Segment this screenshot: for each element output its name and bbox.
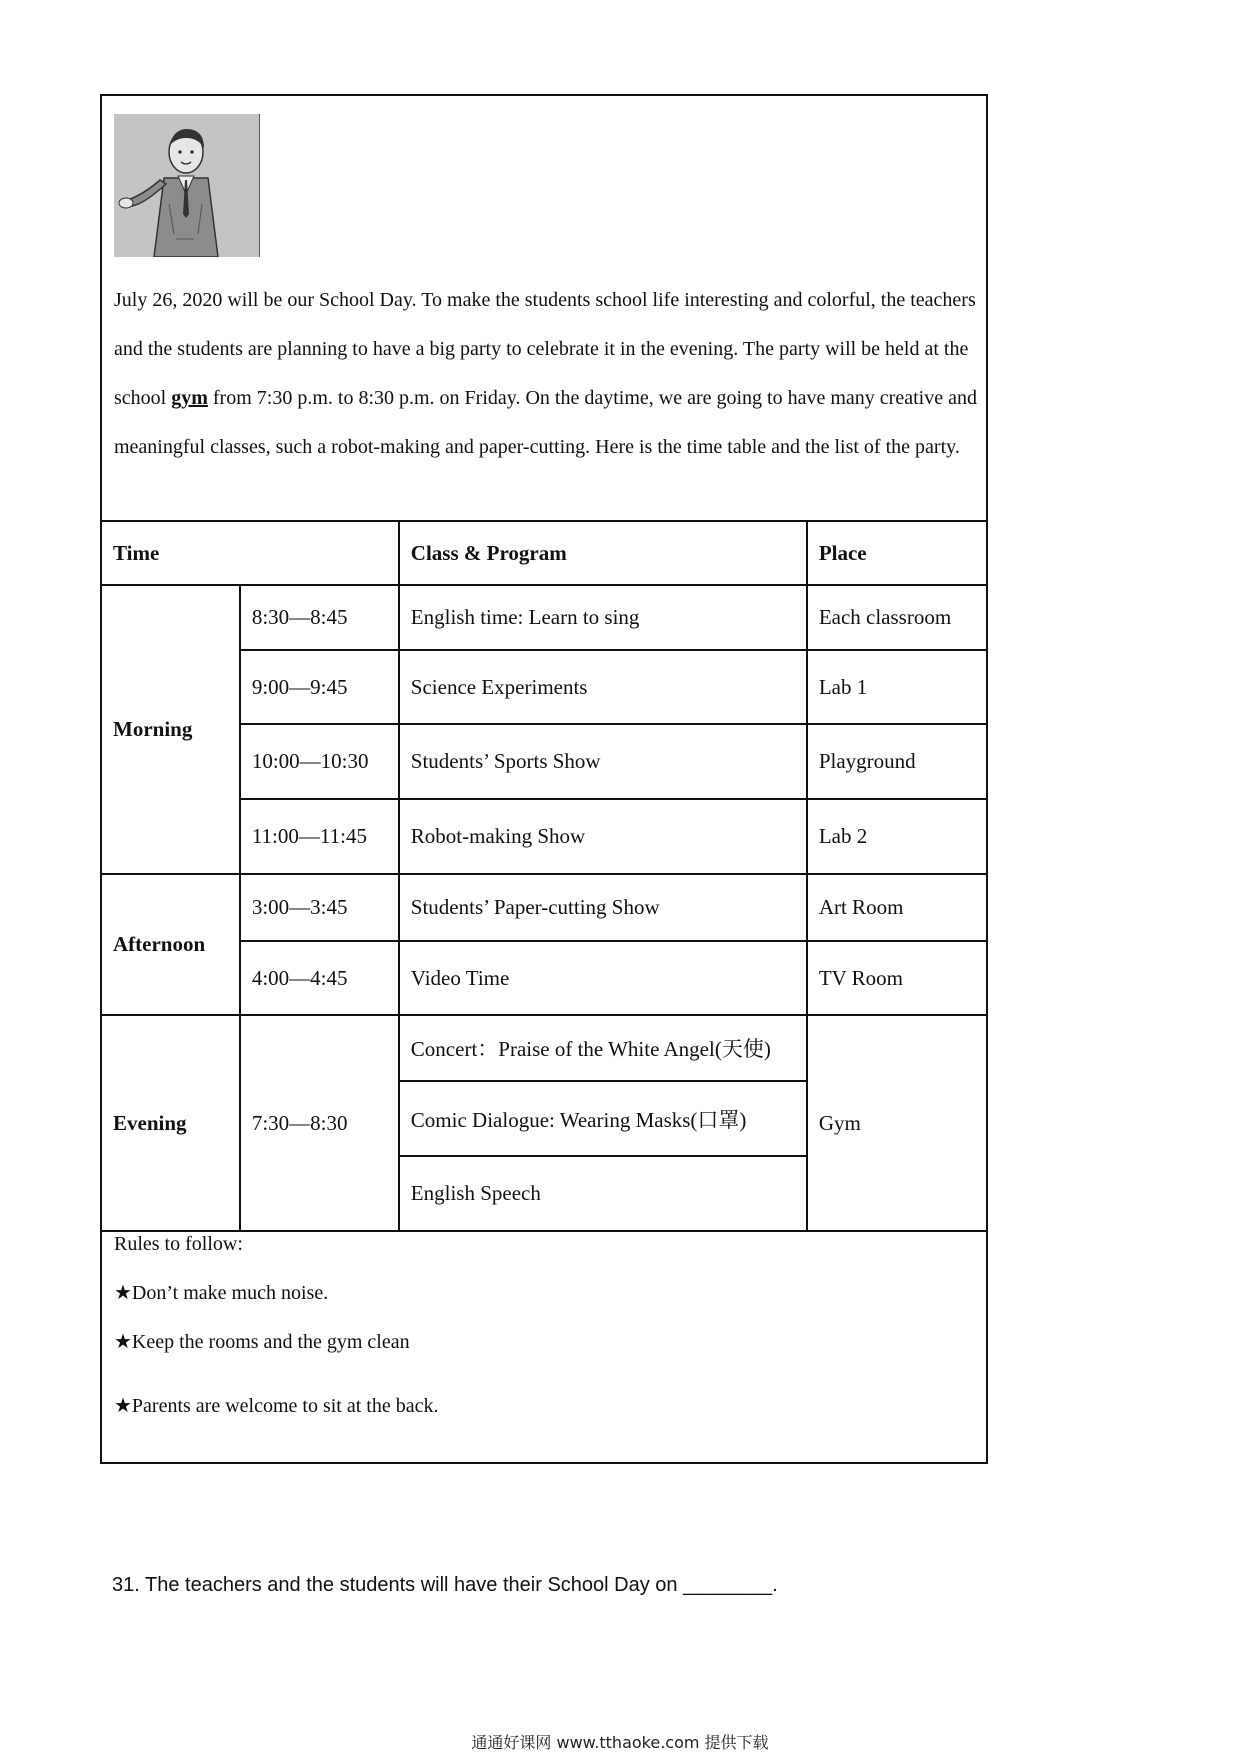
table-row xyxy=(101,874,987,941)
intro-paragraph xyxy=(114,276,980,472)
place-cell: TV Room xyxy=(807,941,987,1015)
rule-item: ★Parents are welcome to sit at the back. xyxy=(114,1395,439,1417)
program-cell: Robot-making Show xyxy=(399,799,807,874)
program-cell: Students’ Sports Show xyxy=(399,724,807,799)
program-cell: Science Experiments xyxy=(399,650,807,724)
time-cell: 10:00—10:30 xyxy=(240,724,399,799)
place-cell: Lab 1 xyxy=(807,650,987,724)
time-cell: 9:00—9:45 xyxy=(240,650,399,724)
program-cell: Video Time xyxy=(399,941,807,1015)
keyword-gym: gym xyxy=(171,387,208,409)
table-header-row xyxy=(101,521,987,585)
period-afternoon: Afternoon xyxy=(101,874,240,1015)
program-cell: Concert：Praise of the White Angel(天使) xyxy=(399,1015,807,1081)
header-program: Class & Program xyxy=(399,521,807,585)
program-cell: English Speech xyxy=(399,1156,807,1231)
program-cell: English time: Learn to sing xyxy=(399,585,807,650)
intro-text-start: July 26, 2020 will be our School Day. To make the students school life interesting and colorful, the teachers and the students are planning to have a big party to celebrate it in the evening. The party will be held at the school xyxy=(114,289,976,409)
header-place: Place xyxy=(807,521,987,585)
question-31: 31. The teachers and the students will have their School Day on ________. xyxy=(112,1574,778,1596)
teacher-illustration xyxy=(114,114,260,257)
footer-credit: 通通好课网 www.tthaoke.com 提供下载 xyxy=(471,1733,769,1752)
teacher-drawing xyxy=(114,114,259,257)
table-row xyxy=(101,585,987,650)
place-cell: Lab 2 xyxy=(807,799,987,874)
school-day-notice xyxy=(100,94,988,1464)
header-time: Time xyxy=(101,521,399,585)
rule-item: ★Keep the rooms and the gym clean xyxy=(114,1331,410,1353)
time-cell: 11:00—11:45 xyxy=(240,799,399,874)
intro-text-end: from 7:30 p.m. to 8:30 p.m. on Friday. On the daytime, we are going to have many creative and meaningful classes, such a robot-making and paper-cutting. Here is the time table and the list of the party. xyxy=(114,387,977,458)
table-row xyxy=(101,1015,987,1081)
place-cell: Playground xyxy=(807,724,987,799)
period-morning: Morning xyxy=(101,585,240,874)
period-evening: Evening xyxy=(101,1015,240,1231)
time-cell: 7:30—8:30 xyxy=(240,1015,399,1231)
program-cell: Students’ Paper-cutting Show xyxy=(399,874,807,941)
time-cell: 3:00—3:45 xyxy=(240,874,399,941)
time-cell: 4:00—4:45 xyxy=(240,941,399,1015)
place-cell: Art Room xyxy=(807,874,987,941)
timetable xyxy=(100,520,988,1232)
time-cell: 8:30—8:45 xyxy=(240,585,399,650)
place-cell: Each classroom xyxy=(807,585,987,650)
rules-title: Rules to follow: xyxy=(114,1233,243,1255)
program-cell: Comic Dialogue: Wearing Masks(口罩) xyxy=(399,1081,807,1156)
rule-item: ★Don’t make much noise. xyxy=(114,1282,329,1304)
place-cell: Gym xyxy=(807,1015,987,1231)
